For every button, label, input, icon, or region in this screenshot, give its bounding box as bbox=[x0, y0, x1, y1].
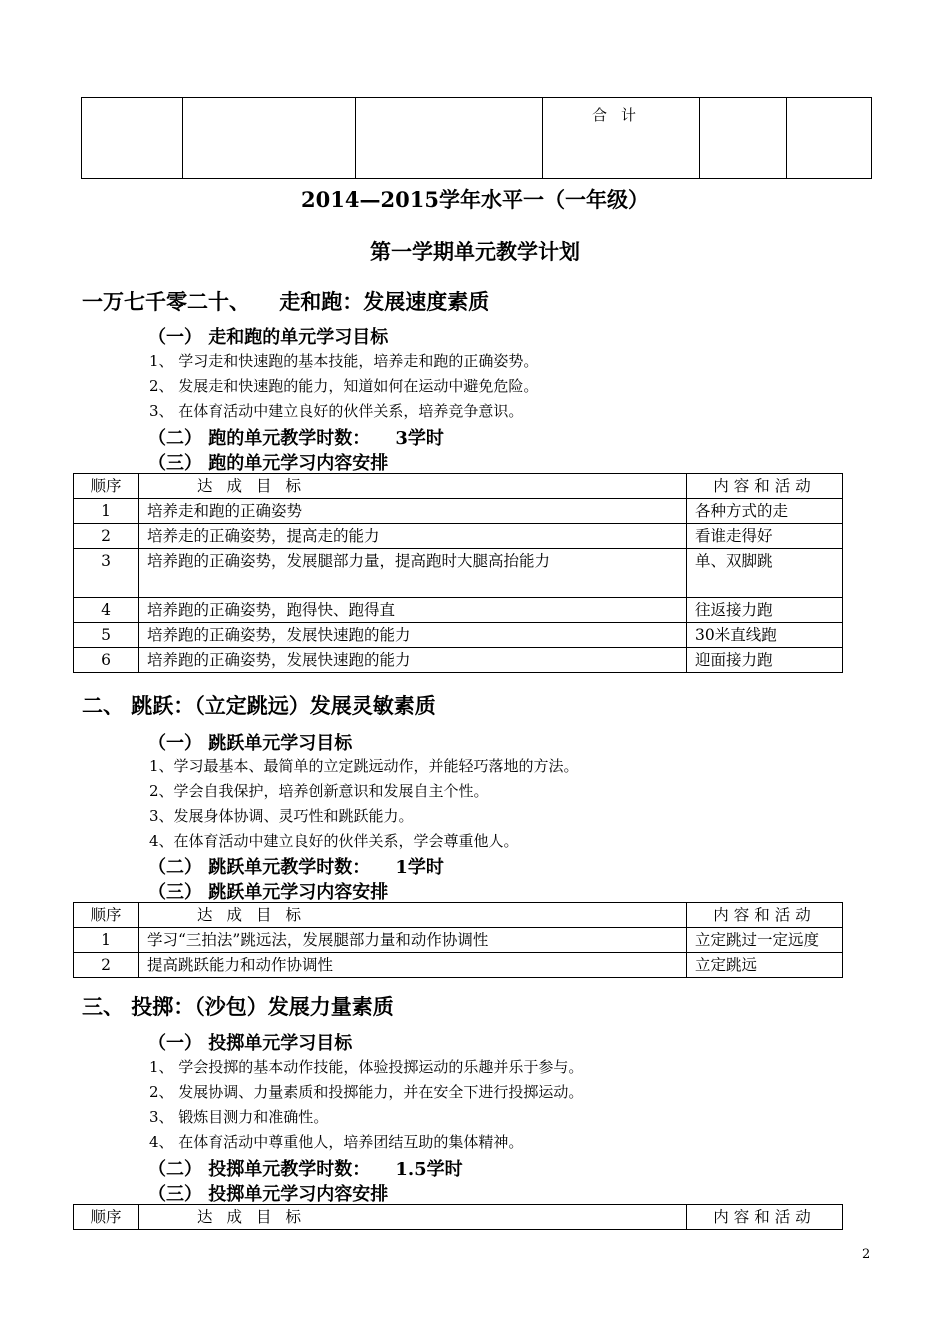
goal-item: 3、 锻炼目测力和准确性。 bbox=[149, 1108, 329, 1126]
goal-item: 4、 在体育活动中尊重他人，培养团结互助的集体精神。 bbox=[149, 1133, 524, 1151]
unit-table-throw bbox=[73, 1204, 843, 1230]
hours-heading: （二） 投掷单元教学时数： 1.5学时 bbox=[148, 1159, 463, 1180]
table-header-row bbox=[74, 474, 843, 499]
col-goal: 达成目标 bbox=[139, 1205, 687, 1230]
goal-item: 2、 发展走和快速跑的能力，知道如何在运动中避免危险。 bbox=[149, 377, 539, 395]
table-row: 6 培养跑的正确姿势，发展快速跑的能力 迎面接力跑 bbox=[74, 648, 843, 673]
goal-heading: （一） 跳跃单元学习目标 bbox=[148, 733, 353, 754]
section-heading: 二、 跳跃：（立定跳远）发展灵敏素质 bbox=[82, 693, 436, 718]
col-goal: 达成目标 bbox=[139, 903, 687, 928]
table-header-row bbox=[74, 903, 843, 928]
goal-heading: （一） 投掷单元学习目标 bbox=[148, 1033, 353, 1054]
table-row: 4 培养跑的正确姿势，跑得快、跑得直 往返接力跑 bbox=[74, 598, 843, 623]
hours-heading: （二） 跳跃单元教学时数： 1学时 bbox=[148, 857, 444, 878]
goal-item: 3、 在体育活动中建立良好的伙伴关系，培养竞争意识。 bbox=[149, 402, 524, 420]
content-heading: （三） 投掷单元学习内容安排 bbox=[148, 1184, 389, 1205]
col-activity: 内容和活动 bbox=[687, 903, 843, 928]
table-row: 3 培养跑的正确姿势，发展腿部力量，提高跑时大腿高抬能力 单、双脚跳 bbox=[74, 549, 843, 598]
col-order: 顺序 bbox=[74, 474, 139, 499]
col-goal: 达成目标 bbox=[139, 474, 687, 499]
top-table bbox=[81, 97, 872, 179]
table-row: 2 提高跳跃能力和动作协调性 立定跳远 bbox=[74, 953, 843, 978]
col-order: 顺序 bbox=[74, 903, 139, 928]
col-order: 顺序 bbox=[74, 1205, 139, 1230]
content-heading: （三） 跑的单元学习内容安排 bbox=[148, 453, 389, 474]
goal-heading: （一） 走和跑的单元学习目标 bbox=[148, 327, 389, 348]
hours-heading: （二） 跑的单元教学时数： 3学时 bbox=[148, 428, 444, 449]
doc-subtitle: 第一学期单元教学计划 bbox=[370, 239, 580, 264]
table-row: 1 学习“三拍法”跳远法，发展腿部力量和动作协调性 立定跳过一定远度 bbox=[74, 928, 843, 953]
content-heading: （三） 跳跃单元学习内容安排 bbox=[148, 882, 389, 903]
table-row: 1 培养走和跑的正确姿势 各种方式的走 bbox=[74, 499, 843, 524]
section-heading: 一万七千零二十、 走和跑：发展速度素质 bbox=[82, 289, 490, 314]
section-heading: 三、 投掷：（沙包）发展力量素质 bbox=[82, 994, 394, 1019]
goal-item: 1、 学会投掷的基本动作技能，体验投掷运动的乐趣并乐于参与。 bbox=[149, 1058, 584, 1076]
goal-item: 1、学习最基本、最简单的立定跳远动作，并能轻巧落地的方法。 bbox=[149, 757, 579, 775]
table-header-row bbox=[74, 1205, 843, 1230]
table-row: 2 培养走的正确姿势，提高走的能力 看谁走得好 bbox=[74, 524, 843, 549]
col-activity: 内容和活动 bbox=[687, 1205, 843, 1230]
goal-item: 1、 学习走和快速跑的基本技能，培养走和跑的正确姿势。 bbox=[149, 352, 539, 370]
page-number: 2 bbox=[862, 1247, 871, 1262]
goal-item: 2、 发展协调、力量素质和投掷能力，并在安全下进行投掷运动。 bbox=[149, 1083, 584, 1101]
table-row: 5 培养跑的正确姿势，发展快速跑的能力 30米直线跑 bbox=[74, 623, 843, 648]
total-label: 合计 bbox=[543, 98, 700, 179]
goal-item: 2、学会自我保护，培养创新意识和发展自主个性。 bbox=[149, 782, 489, 800]
doc-title: 2014—2015学年水平一（一年级） bbox=[301, 187, 649, 212]
unit-table-jump bbox=[73, 902, 843, 978]
goal-item: 4、在体育活动中建立良好的伙伴关系，学会尊重他人。 bbox=[149, 832, 519, 850]
goal-item: 3、发展身体协调、灵巧性和跳跃能力。 bbox=[149, 807, 414, 825]
unit-table-run bbox=[73, 473, 843, 673]
col-activity: 内容和活动 bbox=[687, 474, 843, 499]
